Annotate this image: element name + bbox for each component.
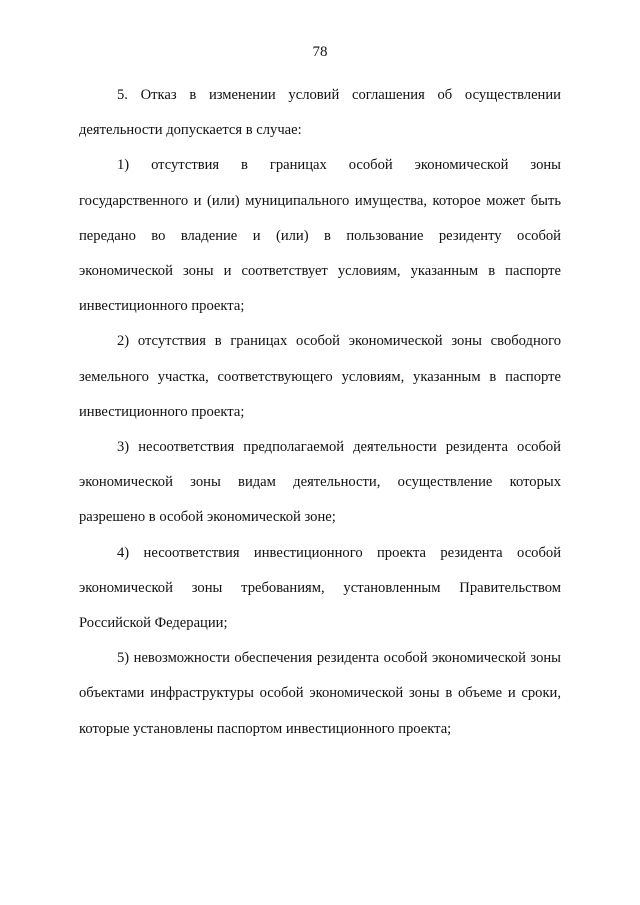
paragraph-clause-5: 5. Отказ в изменении условий соглашения об осуществлении деятельности допускается в случае: <box>79 87 561 139</box>
paragraph-item-3: 3) несоответствия предполагаемой деятельности резидента особой экономической зоны видам деятельности, осуществление которых разрешено в особой экономической зоне; <box>79 439 561 526</box>
paragraph-item-2: 2) отсутствия в границах особой экономической зоны свободного земельного участка, соответствующего условиям, указанным в паспорте инвестиционного проекта; <box>79 333 561 420</box>
paragraph-item-5: 5) невозможности обеспечения резидента особой экономической зоны объектами инфраструктуры особой экономической зоны в объеме и сроки, которые установлены паспортом инвестиционного проекта; <box>79 650 561 737</box>
paragraph-item-4: 4) несоответствия инвестиционного проекта резидента особой экономической зоны требованиям, установленным Правительством Российской Федерации; <box>79 544 561 632</box>
document-body <box>79 78 561 747</box>
page-number: 78 <box>312 44 328 60</box>
paragraph-item-1: 1) отсутствия в границах особой экономической зоны государственного и (или) муниципального имущества, которое может быть передано во владение и (или) в пользование резиденту особой экономической зоны и соответствует условиям, указанным в паспорте инвестиционного проекта; <box>79 157 561 315</box>
